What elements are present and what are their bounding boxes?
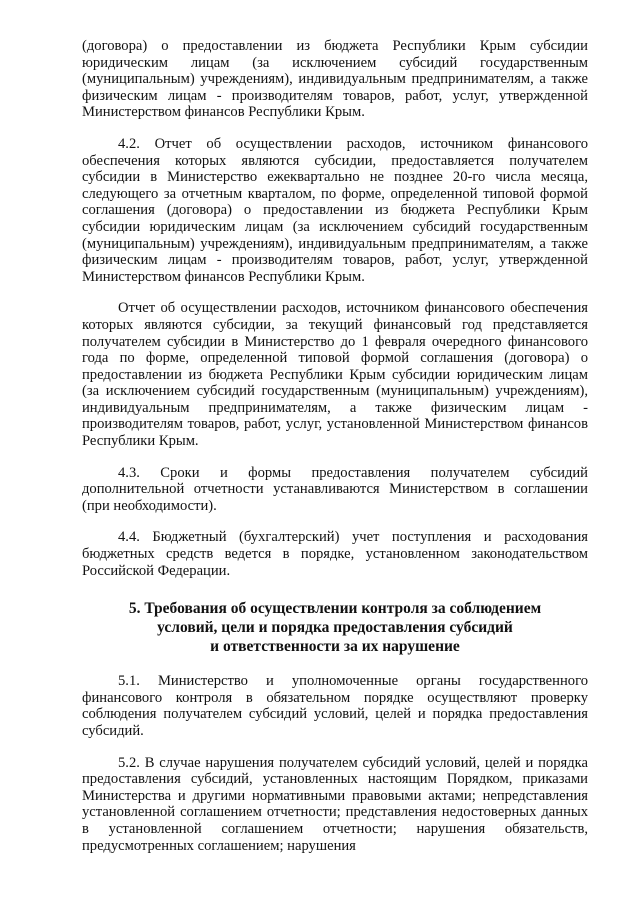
paragraph-gap — [82, 450, 588, 465]
paragraph-gap — [82, 579, 588, 599]
section-heading-line: 5. Требования об осуществлении контроля за соблюдением — [128, 600, 542, 618]
paragraph-5-2: 5.2. В случае нарушения получателем субсидий условий, целей и порядка предоставления субсидий, установленных настоящим Порядком, приказами Министерства и другими нормативными правовыми актами; непредставления установленной соглашением отчетности; представления недостоверных данных в установленной соглашением отчетности; нарушения обязательств, предусмотренных соглашением; нарушения — [82, 754, 588, 854]
paragraph-4-3: 4.3. Сроки и формы предоставления получателем субсидий дополнительной отчетности устанавливаются Министерством в соглашении (при необходимости). — [82, 464, 588, 514]
paragraph-gap — [82, 656, 588, 673]
section-5-heading — [82, 599, 588, 656]
document-page — [82, 38, 588, 854]
paragraph-4-2-annual-report: Отчет об осуществлении расходов, источником финансового обеспечения которых являются субсидии, за текущий финансовый год представляется получателем субсидии в Министерство до 1 февраля очередного финансового года по форме, определенной типовой формой соглашения (договора) о предоставлении из бюджета Республики Крым субсидии юридическим лицам (за исключением субсидий государственным (муниципальным) учреждениям), индивидуальным предпринимателям, а также физическим лицам - производителям товаров, работ, услуг, установленной Министерством финансов Республики Крым. — [82, 300, 588, 450]
section-heading-line: и ответственности за их нарушение — [210, 638, 460, 656]
paragraph-4-2: 4.2. Отчет об осуществлении расходов, источником финансового обеспечения которых являются субсидии, предоставляется получателем субсидии в Министерство ежеквартально не позднее 20-го числа месяца, следующего за отчетным кварталом, по форме, определенной типовой формой соглашения (договора) о предоставлении из бюджета Республики Крым субсидии юридическим лицам (за исключением субсидий государственным (муниципальным) учреждениям), индивидуальным предпринимателям, а также физическим лицам - производителям товаров, работ, услуг, утвержденной Министерством финансов Республики Крым. — [82, 135, 588, 285]
paragraph-gap — [82, 121, 588, 136]
paragraph-5-1: 5.1. Министерство и уполномоченные органы государственного финансового контроля в обязательном порядке осуществляют проверку соблюдения получателем субсидий условий, целей и порядка предоставления субсидий. — [82, 673, 588, 739]
paragraph-gap — [82, 285, 588, 300]
paragraph-4-4: 4.4. Бюджетный (бухгалтерский) учет поступления и расходования бюджетных средств ведется в порядке, установленном законодательством Российской Федерации. — [82, 529, 588, 579]
section-heading-line: условий, цели и порядка предоставления субсидий — [157, 619, 513, 637]
intro-paragraph: (договора) о предоставлении из бюджета Республики Крым субсидии юридическим лицам (за исключением субсидий государственным (муниципальным) учреждениям), индивидуальным предпринимателям, а также физическим лицам - производителям товаров, работ, услуг, утвержденной Министерством финансов Республики Крым. — [82, 38, 588, 121]
paragraph-gap — [82, 514, 588, 529]
paragraph-gap — [82, 740, 588, 755]
